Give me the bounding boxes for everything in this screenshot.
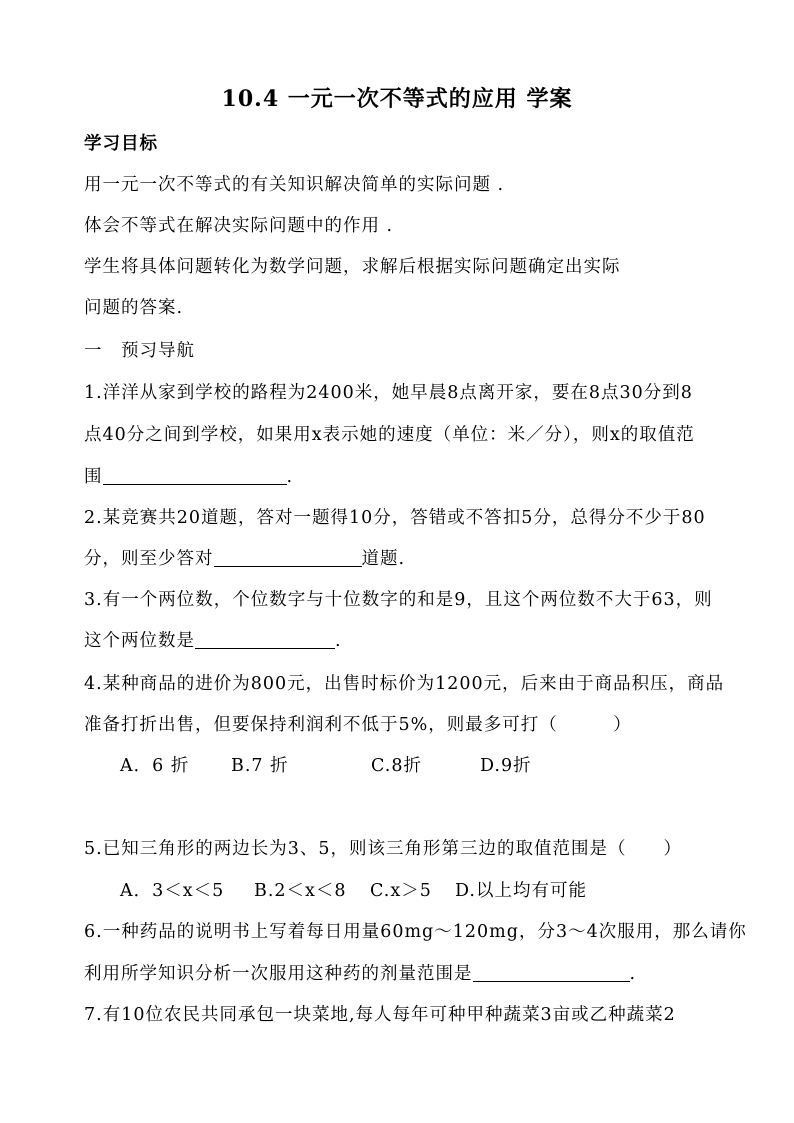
q5-option-d[interactable]: D.以上均有可能 [455, 881, 587, 901]
question-1-line-3 [84, 463, 293, 488]
question-4-line-1: 4.某种商品的进价为800元，出售时标价为1200元，后来由于商品积压，商品 [84, 674, 725, 694]
question-6-suffix: . [629, 964, 637, 984]
q4-option-c[interactable]: C.8折 [371, 756, 422, 776]
objectives-heading: 学习目标 [84, 134, 158, 154]
question-7-line-1: 7.有10位农民共同承包一块菜地,每人每年可种甲种蔬菜3亩或乙种蔬菜2 [84, 1005, 676, 1025]
question-1-suffix: . [286, 467, 294, 487]
answer-blank-q1[interactable] [103, 466, 287, 485]
question-2-prefix: 分，则至少答对 [84, 549, 214, 569]
question-1-prefix: 围 [84, 467, 103, 487]
page-title: 10.4 一元一次不等式的应用 学案 [221, 86, 573, 112]
objective-item-2: 体会不等式在解决实际问题中的作用 . [84, 216, 394, 236]
question-3-prefix: 这个两位数是 [84, 631, 195, 651]
objective-item-1: 用一元一次不等式的有关知识解决简单的实际问题 . [84, 175, 505, 195]
question-4-line-2: 准备打折出售，但要保持利润利不低于5%，则最多可打（ ） [84, 715, 632, 735]
objective-item-3: 学生将具体问题转化为数学问题，求解后根据实际问题确定出实际 [84, 257, 621, 277]
q4-option-b[interactable]: B.7 折 [231, 756, 289, 776]
question-6-line-2 [84, 960, 636, 985]
question-2-suffix: 道题. [361, 549, 406, 569]
question-6-prefix: 利用所学知识分析一次服用这种药的剂量范围是 [84, 964, 473, 984]
q5-option-c[interactable]: C.x＞5 [370, 881, 432, 901]
objective-item-4: 问题的答案. [84, 298, 184, 318]
answer-blank-q6[interactable] [473, 963, 630, 982]
q4-option-d[interactable]: D.9折 [480, 756, 532, 776]
question-6-line-1: 6.一种药品的说明书上写着每日用量60mg～120mg，分3～4次服用，那么请你 [84, 922, 747, 942]
question-5-line-1: 5.已知三角形的两边长为3、5，则该三角形第三边的取值范围是（ ） [84, 839, 682, 859]
question-3-line-1: 3.有一个两位数，个位数字与十位数字的和是9，且这个两位数不大于63，则 [84, 590, 713, 610]
q5-option-a[interactable]: A．3＜x＜5 [120, 881, 225, 901]
question-2-line-1: 2.某竞赛共20道题，答对一题得10分，答错或不答扣5分，总得分不少于80 [84, 508, 706, 528]
answer-blank-q2[interactable] [214, 548, 362, 567]
question-1-line-1: 1.洋洋从家到学校的路程为2400米，她早晨8点离开家，要在8点30分到8 [84, 383, 693, 403]
question-3-line-2 [84, 627, 342, 652]
question-3-suffix: . [335, 631, 342, 651]
question-1-line-2: 点40分之间到学校，如果用x表示她的速度（单位：米／分），则x的取值范 [84, 425, 695, 445]
section-heading-preview: 一 预习导航 [84, 341, 195, 361]
question-2-line-2 [84, 545, 405, 570]
answer-blank-q3[interactable] [195, 630, 335, 649]
q5-option-b[interactable]: B.2＜x＜8 [254, 881, 347, 901]
q4-option-a[interactable]: A．6 折 [120, 756, 190, 776]
